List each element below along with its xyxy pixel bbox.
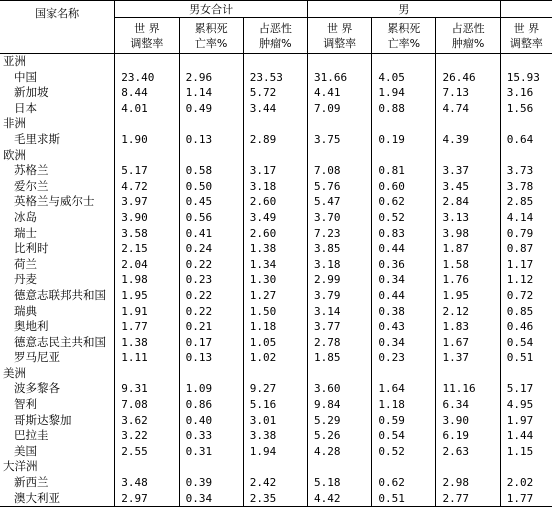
table-row [0,475,552,491]
value-cell: 0.51 [500,350,552,366]
value-cell: 1.87 [436,241,500,257]
value-cell: 1.95 [436,288,500,304]
value-cell: 3.48 [115,475,179,491]
value-cell: 3.01 [243,413,307,429]
value-cell: 11.16 [436,381,500,397]
value-cell [308,366,372,382]
value-cell: 3.85 [308,241,372,257]
value-cell: 1.38 [243,241,307,257]
value-cell: 1.02 [243,350,307,366]
value-cell: 1.77 [500,491,552,507]
value-cell [372,116,436,132]
table-row [0,194,552,210]
country-name: 瑞典 [14,303,37,318]
value-cell: 3.60 [308,381,372,397]
value-cell: 3.79 [308,288,372,304]
country-name: 德意志民主共和国 [14,334,106,349]
value-cell: 0.83 [372,226,436,242]
value-cell: 1.95 [115,288,179,304]
value-cell [436,366,500,382]
value-cell: 5.17 [115,163,179,179]
country-name: 冰岛 [14,209,37,224]
value-cell: 3.70 [308,210,372,226]
value-cell: 4.05 [372,70,436,86]
value-cell: 2.15 [115,241,179,257]
table-row [0,381,552,397]
value-cell: 0.46 [500,319,552,335]
value-cell: 3.22 [115,428,179,444]
value-cell: 1.30 [243,272,307,288]
subheader-line2: 肿瘤% [451,36,485,50]
group-header-female [500,1,552,18]
value-cell: 4.95 [500,397,552,413]
value-cell [436,116,500,132]
value-cell [308,148,372,164]
value-cell: 1.77 [115,319,179,335]
region-label: 非洲 [3,116,26,131]
value-cell: 0.22 [179,288,243,304]
value-cell: 3.38 [243,428,307,444]
value-cell: 23.40 [115,70,179,86]
region-row [0,116,552,132]
value-cell [372,54,436,70]
value-cell [500,54,552,70]
country-name: 中国 [14,69,37,84]
value-cell [243,116,307,132]
value-cell: 0.54 [500,335,552,351]
value-cell: 2.35 [243,491,307,507]
value-cell: 0.54 [372,428,436,444]
value-cell: 3.78 [500,179,552,195]
value-cell: 1.50 [243,304,307,320]
value-cell: 0.33 [179,428,243,444]
value-cell: 3.98 [436,226,500,242]
value-cell: 5.26 [308,428,372,444]
table-row [0,257,552,273]
region-label: 美洲 [3,365,26,380]
value-cell: 4.74 [436,101,500,117]
table-row [0,226,552,242]
value-cell: 3.73 [500,163,552,179]
value-cell: 9.31 [115,381,179,397]
value-cell: 1.94 [243,444,307,460]
value-cell: 1.94 [372,85,436,101]
value-cell: 0.31 [179,444,243,460]
value-cell [115,116,179,132]
value-cell [179,54,243,70]
value-cell: 2.98 [436,475,500,491]
subheader-line2: 调整率 [323,36,357,50]
value-cell: 3.58 [115,226,179,242]
value-cell: 7.13 [436,85,500,101]
value-cell: 1.90 [115,132,179,148]
value-cell: 0.34 [179,491,243,507]
value-cell: 1.58 [436,257,500,273]
value-cell: 5.76 [308,179,372,195]
value-cell: 23.53 [243,70,307,86]
value-cell: 0.79 [500,226,552,242]
value-cell [500,116,552,132]
value-cell: 1.12 [500,272,552,288]
region-label: 大洋洲 [3,459,38,474]
value-cell: 0.13 [179,350,243,366]
country-name: 丹麦 [14,272,37,287]
value-cell [308,116,372,132]
value-cell: 6.34 [436,397,500,413]
value-cell: 0.21 [179,319,243,335]
value-cell: 0.86 [179,397,243,413]
value-cell: 0.44 [372,241,436,257]
value-cell: 3.75 [308,132,372,148]
value-cell: 3.18 [308,257,372,273]
table-row [0,272,552,288]
value-cell: 3.49 [243,210,307,226]
country-name-header: 国家名称 [0,1,115,54]
value-cell: 4.39 [436,132,500,148]
value-cell: 0.87 [500,241,552,257]
value-cell: 1.64 [372,381,436,397]
value-cell: 1.85 [308,350,372,366]
table-row [0,179,552,195]
value-cell: 5.17 [500,381,552,397]
value-cell: 2.84 [436,194,500,210]
value-cell: 0.19 [372,132,436,148]
value-cell: 1.18 [372,397,436,413]
value-cell: 0.58 [179,163,243,179]
subheader-line2: 调整率 [509,36,543,50]
subheader-line1: 占恶性 [451,21,485,35]
value-cell [243,459,307,475]
value-cell: 2.55 [115,444,179,460]
subheader-line2: 亡率% [194,36,228,50]
value-cell: 3.45 [436,179,500,195]
value-cell: 0.23 [179,272,243,288]
subheader-line2: 肿瘤% [259,36,292,50]
value-cell: 2.04 [115,257,179,273]
country-name: 德意志联邦共和国 [14,287,106,302]
value-cell: 0.49 [179,101,243,117]
subheader-line1: 世 界 [326,21,353,35]
table-row [0,241,552,257]
value-cell [243,148,307,164]
table-row [0,70,552,86]
value-cell: 0.34 [372,335,436,351]
value-cell: 1.09 [179,381,243,397]
value-cell: 1.67 [436,335,500,351]
value-cell: 1.34 [243,257,307,273]
table-row [0,319,552,335]
value-cell: 15.93 [500,70,552,86]
country-name: 新西兰 [14,475,49,490]
region-label: 欧洲 [3,147,26,162]
value-cell: 0.24 [179,241,243,257]
country-name: 奥地利 [14,319,49,334]
value-cell: 2.60 [243,226,307,242]
value-cell: 0.22 [179,304,243,320]
value-cell: 4.28 [308,444,372,460]
region-row [0,366,552,382]
value-cell: 2.89 [243,132,307,148]
value-cell: 1.11 [115,350,179,366]
value-cell: 0.23 [372,350,436,366]
value-cell: 2.42 [243,475,307,491]
region-row [0,54,552,70]
value-cell: 1.17 [500,257,552,273]
table-row [0,413,552,429]
value-cell: 9.27 [243,381,307,397]
value-cell: 3.90 [115,210,179,226]
value-cell: 3.90 [436,413,500,429]
value-cell: 7.08 [115,397,179,413]
table-row [0,304,552,320]
value-cell: 3.97 [115,194,179,210]
table-row [0,428,552,444]
value-cell: 8.44 [115,85,179,101]
value-cell: 2.78 [308,335,372,351]
value-cell: 5.29 [308,413,372,429]
value-cell: 3.13 [436,210,500,226]
value-cell: 0.50 [179,179,243,195]
value-cell: 0.60 [372,179,436,195]
value-cell: 26.46 [436,70,500,86]
country-name: 波多黎各 [14,381,60,396]
subheader-line1: 世 界 [134,21,160,35]
value-cell: 3.62 [115,413,179,429]
value-cell: 0.59 [372,413,436,429]
value-cell: 0.81 [372,163,436,179]
subheader-malignant [243,18,307,54]
subheader-world-rate [115,18,179,54]
value-cell: 4.42 [308,491,372,507]
value-cell [115,54,179,70]
table-row [0,132,552,148]
group-header-male: 男 [308,1,501,18]
subheader-world-rate [500,18,552,54]
value-cell: 0.52 [372,210,436,226]
value-cell: 5.72 [243,85,307,101]
value-cell [243,366,307,382]
region-row [0,148,552,164]
subheader-line1: 占恶性 [258,21,292,35]
value-cell: 31.66 [308,70,372,86]
value-cell [115,459,179,475]
value-cell: 0.22 [179,257,243,273]
value-cell: 7.08 [308,163,372,179]
value-cell: 4.41 [308,85,372,101]
value-cell [500,148,552,164]
value-cell [179,459,243,475]
value-cell: 1.37 [436,350,500,366]
group-header-both-sexes: 男女合计 [115,1,308,18]
subheader-line1: 世 界 [513,21,540,35]
value-cell: 0.72 [500,288,552,304]
value-cell [179,116,243,132]
subheader-line2: 调整率 [130,36,164,50]
value-cell [500,459,552,475]
region-row [0,459,552,475]
value-cell: 0.40 [179,413,243,429]
country-name: 哥斯达黎加 [14,412,72,427]
table-row [0,163,552,179]
table-row [0,397,552,413]
header-group-row [0,1,552,18]
value-cell: 1.44 [500,428,552,444]
subheader-world-rate [308,18,372,54]
value-cell [372,459,436,475]
value-cell: 1.15 [500,444,552,460]
country-name: 智利 [14,397,37,412]
value-cell: 3.37 [436,163,500,179]
table-row [0,350,552,366]
country-name: 巴拉圭 [14,428,49,443]
value-cell [372,148,436,164]
value-cell: 2.63 [436,444,500,460]
value-cell: 0.38 [372,304,436,320]
subheader-line1: 累积死 [194,21,228,35]
value-cell: 3.44 [243,101,307,117]
value-cell: 1.83 [436,319,500,335]
value-cell: 2.96 [179,70,243,86]
value-cell: 1.05 [243,335,307,351]
subheader-malignant [436,18,500,54]
value-cell: 2.60 [243,194,307,210]
value-cell: 3.14 [308,304,372,320]
table-row [0,335,552,351]
value-cell: 0.45 [179,194,243,210]
value-cell: 0.17 [179,335,243,351]
value-cell: 0.62 [372,194,436,210]
value-cell: 0.41 [179,226,243,242]
value-cell: 0.44 [372,288,436,304]
value-cell: 0.64 [500,132,552,148]
value-cell: 2.85 [500,194,552,210]
value-cell: 4.14 [500,210,552,226]
value-cell: 4.01 [115,101,179,117]
value-cell: 7.09 [308,101,372,117]
value-cell: 0.51 [372,491,436,507]
value-cell: 1.27 [243,288,307,304]
country-name: 苏格兰 [14,163,49,178]
value-cell [243,54,307,70]
country-name: 新加坡 [14,85,49,100]
value-cell: 0.88 [372,101,436,117]
value-cell [436,54,500,70]
subheader-cumulative [179,18,243,54]
subheader-line2: 亡率% [387,36,421,50]
value-cell: 0.36 [372,257,436,273]
value-cell: 0.56 [179,210,243,226]
value-cell: 5.47 [308,194,372,210]
country-name: 瑞士 [14,225,37,240]
subheader-line1: 累积死 [387,21,421,35]
value-cell: 0.43 [372,319,436,335]
country-name: 比利时 [14,241,49,256]
table-row [0,210,552,226]
value-cell: 3.18 [243,179,307,195]
value-cell: 2.77 [436,491,500,507]
value-cell: 3.17 [243,163,307,179]
value-cell [308,54,372,70]
table-row [0,101,552,117]
country-name: 澳大利亚 [0,491,115,507]
value-cell: 2.99 [308,272,372,288]
country-name: 英格兰与威尔士 [14,194,95,209]
value-cell: 1.56 [500,101,552,117]
value-cell: 0.85 [500,304,552,320]
table-row [0,491,552,507]
country-name: 日本 [14,100,37,115]
value-cell: 7.23 [308,226,372,242]
value-cell: 3.77 [308,319,372,335]
country-name: 罗马尼亚 [14,350,60,365]
value-cell: 9.84 [308,397,372,413]
value-cell [115,148,179,164]
country-name: 美国 [14,443,37,458]
value-cell [115,366,179,382]
value-cell: 1.97 [500,413,552,429]
value-cell: 0.52 [372,444,436,460]
value-cell [500,366,552,382]
value-cell: 1.76 [436,272,500,288]
table-row [0,444,552,460]
value-cell [436,148,500,164]
value-cell: 1.38 [115,335,179,351]
value-cell: 0.13 [179,132,243,148]
value-cell: 1.98 [115,272,179,288]
value-cell: 6.19 [436,428,500,444]
value-cell: 5.18 [308,475,372,491]
value-cell: 0.34 [372,272,436,288]
value-cell: 3.16 [500,85,552,101]
value-cell: 2.12 [436,304,500,320]
country-name: 爱尔兰 [14,178,49,193]
value-cell: 5.16 [243,397,307,413]
value-cell [436,459,500,475]
value-cell: 0.39 [179,475,243,491]
value-cell [179,366,243,382]
value-cell [179,148,243,164]
value-cell: 2.97 [115,491,179,507]
value-cell [308,459,372,475]
table-row [0,288,552,304]
value-cell: 1.14 [179,85,243,101]
table-row [0,85,552,101]
country-name: 荷兰 [14,256,37,271]
region-label: 亚洲 [3,54,26,68]
country-name: 毛里求斯 [14,131,60,146]
value-cell: 2.02 [500,475,552,491]
value-cell: 4.72 [115,179,179,195]
value-cell: 1.91 [115,304,179,320]
subheader-cumulative [372,18,436,54]
value-cell: 1.18 [243,319,307,335]
value-cell: 0.62 [372,475,436,491]
value-cell [372,366,436,382]
